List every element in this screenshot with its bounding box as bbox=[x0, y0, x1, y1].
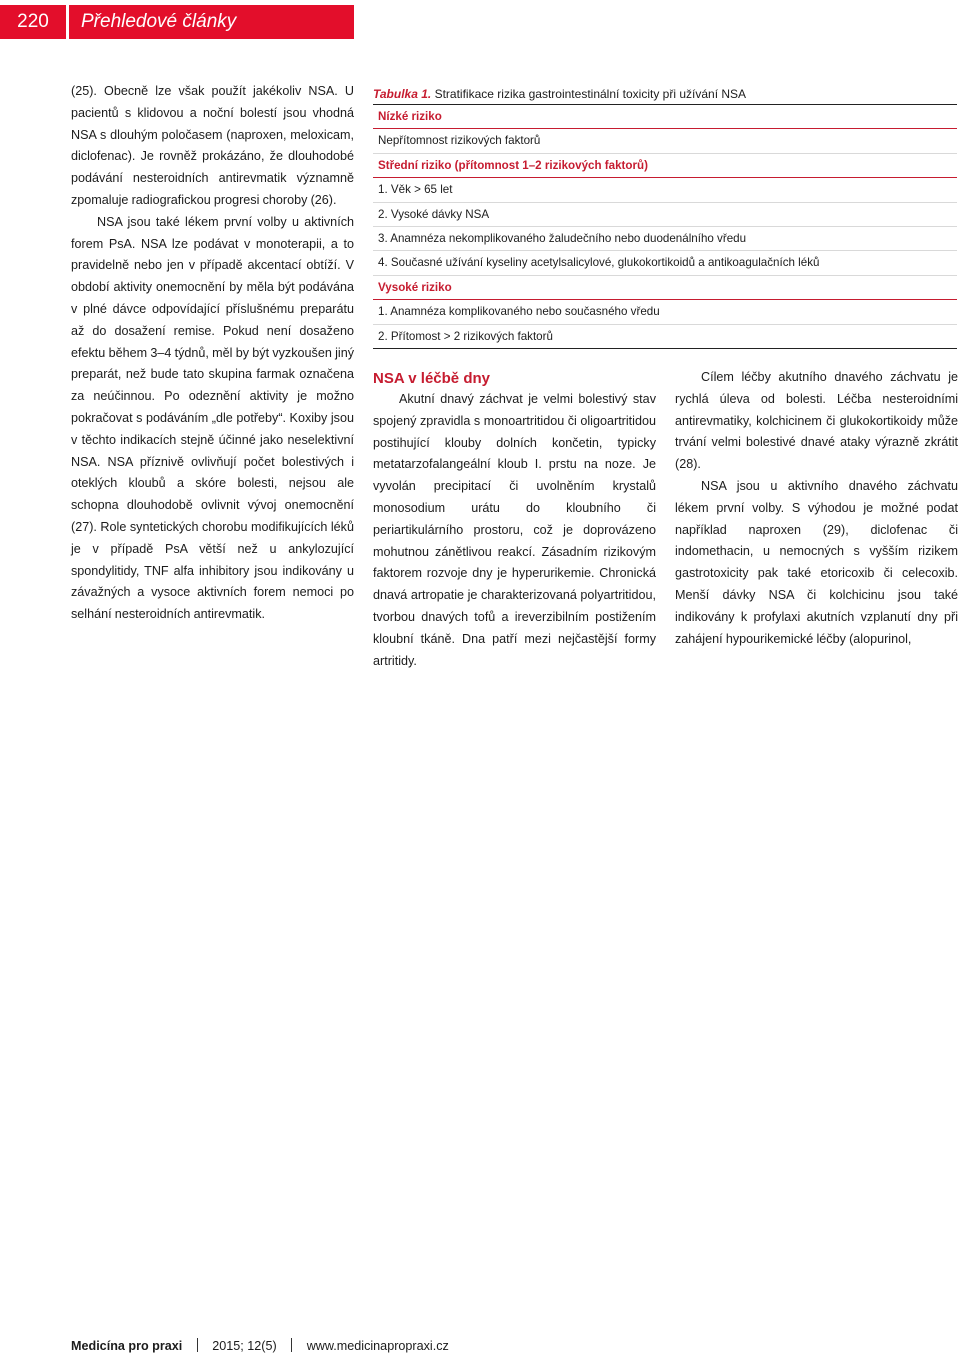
table-row: 1. Anamnéza komplikovaného nebo současného vředu bbox=[373, 300, 957, 324]
section-heading: NSA v léčbě dny bbox=[373, 370, 490, 387]
paragraph: NSA jsou také lékem první volby u aktivních forem PsA. NSA lze podávat v monoterapii, a to pravidelně nebo jen v případě akcentací obtíží. V období aktivity onemocnění by měla být podávána v plné dávce odpovídající příslušnému preparátu až do dosažení remise. Pokud není dosaženo efektu během 3–4 týdnů, měl by být vyzkoušen jiný preparát, než bude tato skupina farmak označena za neúčinnou. Po odeznění aktivity je možno pokračovat s podáváním „dle potřeby“. Koxiby jsou v těchto indikacích stejně účinné jako neselektivní NSA. NSA příznivě ovlivňují počet bolestivých i oteklých kloubů a skóre bolesti, nejsou ale schopna dlouhodobě ovlivnit vývoj onemocnění (27). Role syntetických chorobu modifikujících léků je v případě PsA větší než u ankylozující spondylitidy, TNF alfa inhibitory jsou indikovány u závažných a vysoce aktivních forem nemoci po selhání nesteroidních antirevmatik. bbox=[71, 214, 354, 622]
footer-divider bbox=[197, 1338, 198, 1352]
footer-divider bbox=[291, 1338, 292, 1352]
table-row: 3. Anamnéza nekomplikovaného žaludečního nebo duodenálního vředu bbox=[373, 227, 957, 251]
table-row: 1. Věk > 65 let bbox=[373, 178, 957, 202]
table-row: 2. Přítomost > 2 rizikových faktorů bbox=[373, 325, 957, 349]
table-caption-label: Tabulka 1. bbox=[373, 87, 432, 101]
column-right bbox=[675, 367, 958, 650]
journal-name: Medicína pro praxi bbox=[71, 1339, 183, 1353]
table-caption-text: Stratifikace rizika gastrointestinální toxicity při užívání NSA bbox=[434, 87, 747, 101]
table-section-row: Střední riziko (přítomnost 1–2 rizikových faktorů) bbox=[373, 154, 957, 178]
table-row: Nepřítomnost rizikových faktorů bbox=[373, 129, 957, 153]
table-caption bbox=[373, 84, 957, 104]
table-section-row: Vysoké riziko bbox=[373, 276, 957, 300]
paragraph: NSA jsou u aktivního dnavého záchvatu lékem první volby. S výhodou je možné podat například naproxen (29), diclofenac či indomethacin, u nemocných s vyšším rizikem gastrotoxicity pak také etoricoxib či celecoxib. Menší dávky NSA či kolchicinu jsou také indikovány k profylaxi akutních vzplanutí dny při zahájení hypourikemické léčby (alopurinol, bbox=[675, 478, 958, 646]
table-row: 2. Vysoké dávky NSA bbox=[373, 203, 957, 227]
paragraph: (25). Obecně lze však použít jakékoliv NSA. U pacientů s klidovou a noční bolestí jsou vhodná NSA s dlouhým poločasem (naproxen, meloxicam, diclofenac). Je rovněž prokázáno, že dlouhodobé podávání nesteroidních antirevmatik významně zpomaluje radiografickou progresi choroby (26). bbox=[71, 84, 354, 207]
paragraph: Akutní dnavý záchvat je velmi bolestivý stav spojený zpravidla s monoartritidou či oligoartritidou postihující klouby dolních končetin, typicky metatarzofalangeální kloub I. prstu na noze. Je vyvolán precipitací či uvolněním krystalů monosodium urátu do kloubního či periartikulárního prostoru, což je doprovázeno mohutnou zánětlivou reakcí. Zásadním rizikovým faktorem rozvoje dny je hyperurikemie. Chronická dnavá artropatie je charakterizovaná polyartritidou, tvorbou dnavých tofů a ireverzibilním postižením kloubní tkáně. Dna patří mezi nejčastější formy artritidy. bbox=[373, 392, 656, 668]
journal-website: www.medicinapropraxi.cz bbox=[306, 1339, 449, 1353]
risk-table bbox=[373, 84, 957, 349]
page-footer bbox=[71, 1336, 449, 1356]
section-title: Přehledové články bbox=[69, 5, 354, 39]
table-row: 4. Současné užívání kyseliny acetylsalicylové, glukokortikoidů a antikoagulačních léků bbox=[373, 251, 957, 275]
paragraph: Cílem léčby akutního dnavého záchvatu je rychlá úleva od bolesti. Léčba nesteroidními antirevmatiky, kolchicinem či glukokortikoidy může trvání velmi bolestivé dnavé ataky výrazně zkrátit (28). bbox=[675, 370, 958, 472]
column-left bbox=[71, 81, 354, 626]
journal-volume: 2015; 12(5) bbox=[212, 1339, 277, 1353]
page-number: 220 bbox=[0, 5, 66, 39]
table-section-row: Nízké riziko bbox=[373, 105, 957, 129]
column-middle bbox=[373, 389, 656, 672]
